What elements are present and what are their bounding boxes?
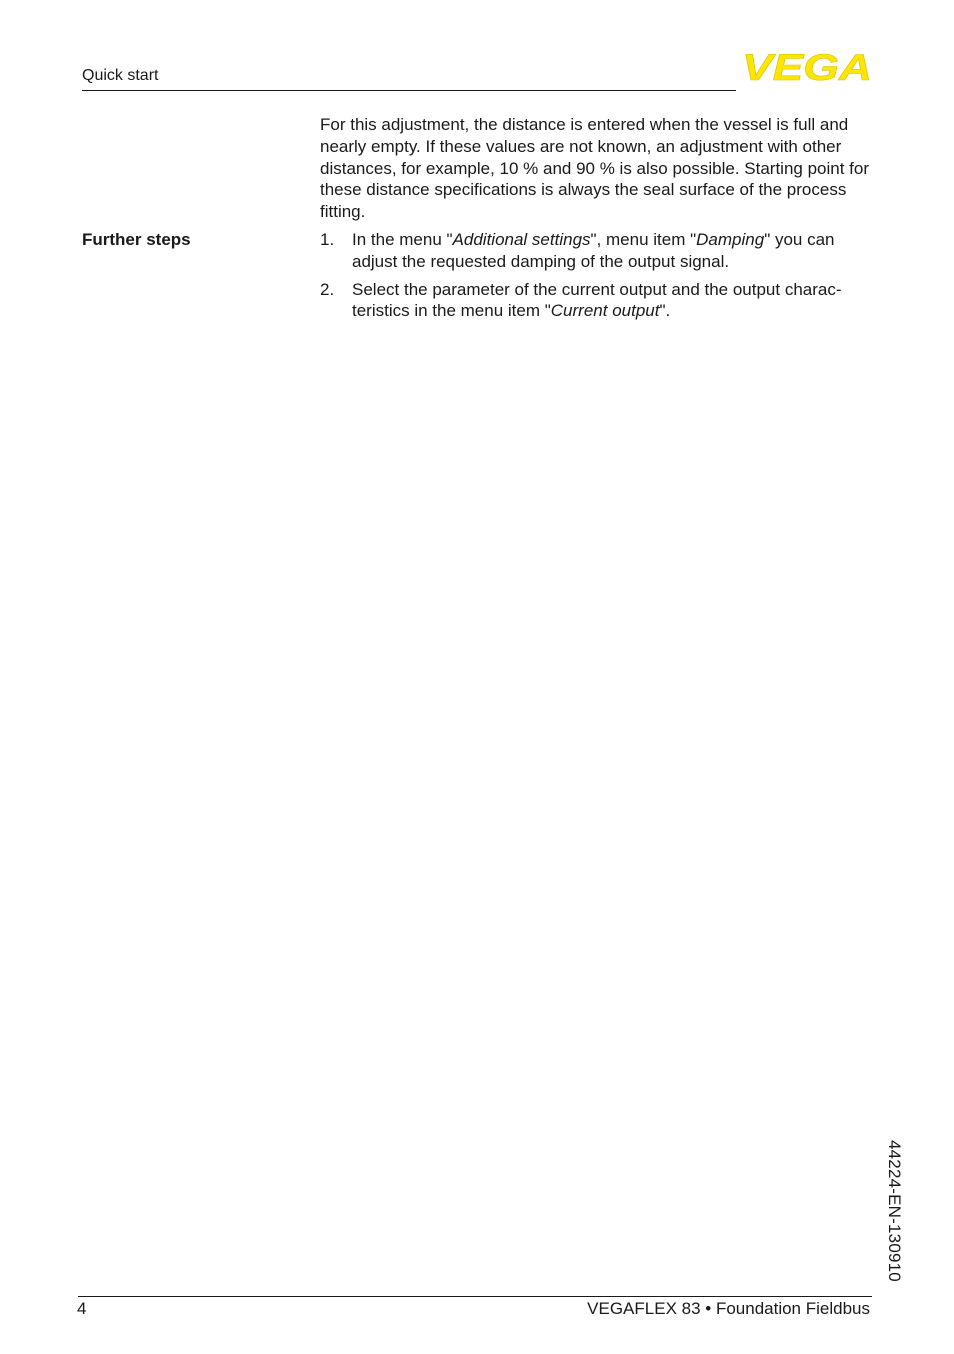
page-number: 4 <box>77 1299 87 1318</box>
menu-name-additional-settings: Additional settings <box>452 230 591 249</box>
step-text-part: " you can adjust the requested damping of the output signal. <box>352 230 835 271</box>
step-text-part: ". <box>659 301 671 321</box>
vega-logo <box>741 52 873 82</box>
step-text-part: ", menu item " <box>590 230 697 249</box>
footer-divider <box>78 1296 872 1297</box>
running-header-section: Quick start <box>82 67 159 84</box>
vega-logo-graphic <box>741 52 873 82</box>
further-steps-heading: Further steps <box>82 230 191 249</box>
list-item <box>320 279 880 323</box>
step-text <box>352 230 835 271</box>
step-number: 2. <box>320 279 335 299</box>
document-code: 44224-EN-130910 <box>885 1140 904 1282</box>
menu-item-damping: Damping <box>696 230 765 249</box>
step-text <box>352 280 842 321</box>
step-text-part: Select the parameter of the current output and the output charac-teristics in the menu item " <box>352 279 842 321</box>
menu-item-current-output: Current output <box>550 301 660 321</box>
vega-logo-text: VEGA <box>742 52 872 82</box>
footer-title: VEGAFLEX 83 • Foundation Fieldbus <box>587 1299 870 1318</box>
step-text-part: In the menu " <box>352 230 453 249</box>
header-divider <box>82 90 736 91</box>
step-number: 1. <box>320 230 335 249</box>
further-steps-list <box>320 229 880 328</box>
list-item <box>320 229 880 273</box>
intro-paragraph: For this adjustment, the distance is entered when the vessel is full and nearly empty. If these values are not known, an adjustment with other distances, for example, 10 % and 90 % is also possible. Starting point for these distance specifications is always the seal surface of the process fitting. <box>320 115 870 222</box>
